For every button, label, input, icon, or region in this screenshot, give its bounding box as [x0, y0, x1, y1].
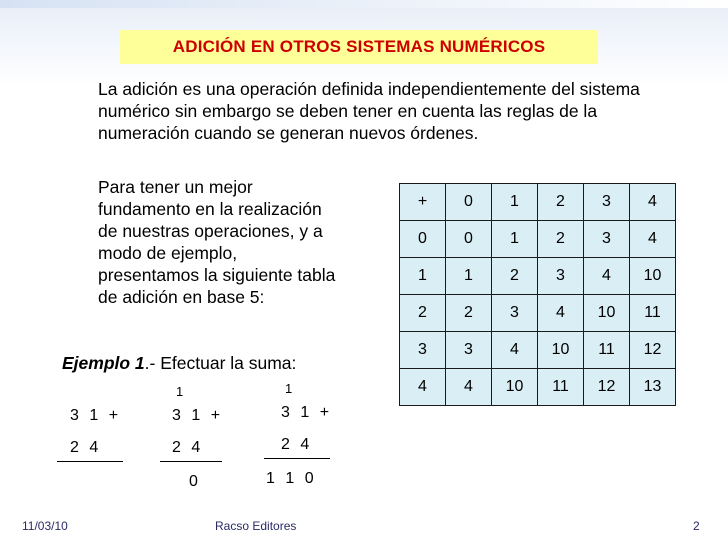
sum1-line: [57, 461, 123, 462]
table-row: [400, 295, 676, 332]
table-cell: 3: [446, 332, 492, 369]
table-cell: 4: [446, 369, 492, 406]
table-cell: 3: [584, 184, 630, 221]
table-cell: 1: [492, 184, 538, 221]
page-title: ADICIÓN EN OTROS SISTEMAS NUMÉRICOS: [172, 37, 546, 56]
addition-table: [399, 183, 676, 406]
table-intro-paragraph: Para tener un mejor fundamento en la realización de nuestras operaciones, y a modo de ejemplo, presentamos la siguiente tabla de adición en base 5:: [98, 177, 336, 307]
table-cell: 1: [400, 258, 446, 295]
sum3-carry: 1: [285, 381, 293, 396]
table-cell: +: [400, 184, 446, 221]
table-row: [400, 221, 676, 258]
table-cell: 4: [630, 184, 676, 221]
example-text: .- Efectuar la suma:: [144, 353, 297, 373]
table-cell: 4: [492, 332, 538, 369]
table-cell: 0: [400, 221, 446, 258]
table-row: [400, 332, 676, 369]
table-cell: 10: [630, 258, 676, 295]
footer-page-number: 2: [693, 519, 700, 533]
sum2-result: 0: [189, 473, 201, 490]
table-cell: 10: [538, 332, 584, 369]
table-cell: 12: [584, 369, 630, 406]
sum1-bottom: 2 4: [70, 439, 102, 456]
sum1-top: 3 1 +: [70, 407, 122, 424]
intro-paragraph: La adición es una operación definida independientemente del sistema numérico sin embargo se deben tener en cuenta las reglas de la numeración cuando se generan nuevos órdenes.: [98, 79, 640, 143]
table-row: [400, 258, 676, 295]
table-cell: 2: [538, 221, 584, 258]
table-cell: 11: [538, 369, 584, 406]
sum3-bottom: 2 4: [281, 436, 313, 453]
table-cell: 3: [492, 295, 538, 332]
table-row: [400, 184, 676, 221]
table-cell: 2: [538, 184, 584, 221]
sum3-line: [264, 458, 330, 459]
table-cell: 0: [446, 221, 492, 258]
sum2-line: [160, 461, 222, 462]
footer-publisher: Racso Editores: [215, 519, 297, 533]
table-cell: 13: [630, 369, 676, 406]
table-cell: 10: [492, 369, 538, 406]
table-cell: 2: [400, 295, 446, 332]
table-cell: 4: [400, 369, 446, 406]
table-cell: 3: [584, 221, 630, 258]
sum3-result: 1 1 0: [266, 470, 317, 487]
table-cell: 4: [584, 258, 630, 295]
sum3-top: 3 1 +: [281, 404, 333, 421]
table-cell: 3: [538, 258, 584, 295]
table-cell: 1: [492, 221, 538, 258]
example-heading: [62, 353, 296, 374]
example-label: Ejemplo 1: [62, 353, 145, 373]
table-cell: 11: [584, 332, 630, 369]
sum2-bottom: 2 4: [172, 439, 204, 456]
table-cell: 11: [630, 295, 676, 332]
table-cell: 2: [492, 258, 538, 295]
table-row: [400, 369, 676, 406]
table-cell: 1: [446, 258, 492, 295]
table-cell: 0: [446, 184, 492, 221]
table-cell: 2: [446, 295, 492, 332]
table-cell: 4: [630, 221, 676, 258]
table-cell: 4: [538, 295, 584, 332]
sum2-top: 3 1 +: [172, 407, 224, 424]
table-cell: 10: [584, 295, 630, 332]
title-banner: [120, 30, 598, 64]
table-cell: 3: [400, 332, 446, 369]
footer-date: 11/03/10: [22, 519, 68, 533]
table-cell: 12: [630, 332, 676, 369]
sum2-carry: 1: [176, 384, 184, 399]
header-bar: [0, 0, 728, 8]
